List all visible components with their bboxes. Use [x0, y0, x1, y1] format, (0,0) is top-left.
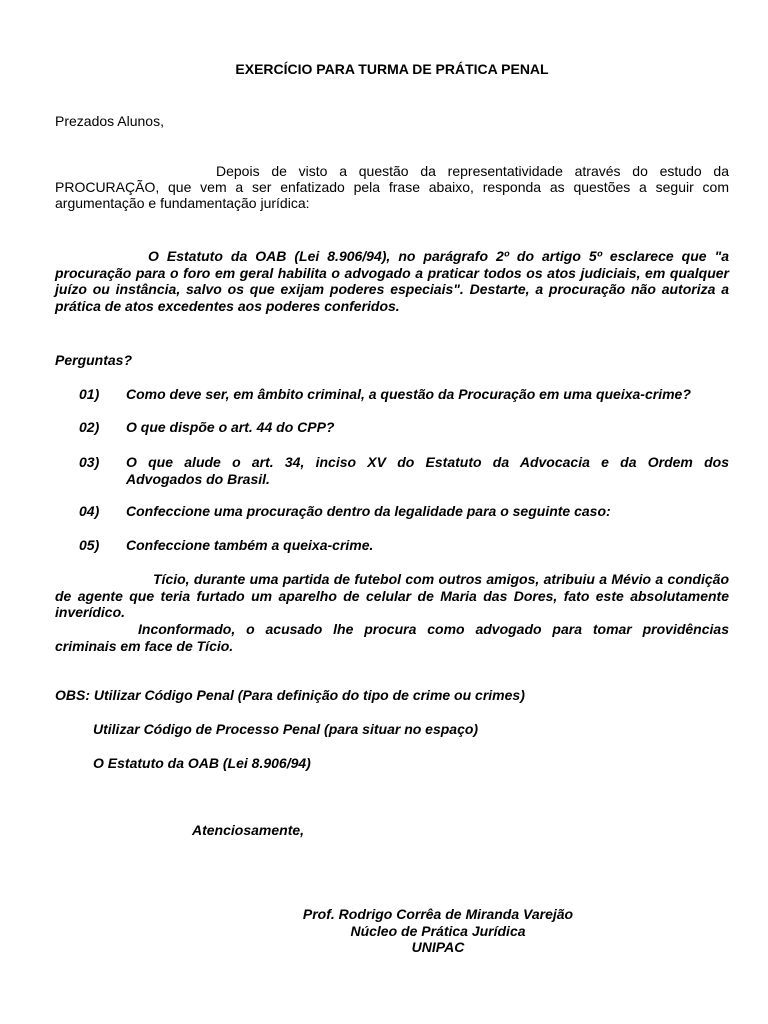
question-number: 05) — [79, 537, 100, 553]
question-text: Confeccione uma procuração dentro da legalidade para o seguinte caso: — [126, 503, 611, 519]
question-item — [79, 386, 729, 403]
signature-block — [101, 906, 768, 956]
obs-line-1: OBS: Utilizar Código Penal (Para definição do tipo de crime ou crimes) — [55, 687, 525, 703]
question-text: Como deve ser, em âmbito criminal, a questão da Procuração em uma queixa-crime? — [126, 386, 691, 402]
greeting: Prezados Alunos, — [55, 113, 164, 129]
signature-name: Prof. Rodrigo Corrêa de Miranda Varejão — [302, 906, 574, 922]
question-item — [79, 503, 729, 520]
signature-organization: UNIPAC — [411, 939, 465, 955]
document-title: EXERCÍCIO PARA TURMA DE PRÁTICA PENAL — [235, 61, 549, 77]
questions-heading: Perguntas? — [55, 352, 133, 368]
case-paragraph-1: Tício, durante uma partida de futebol com outros amigos, atribuiu a Mévio a condição de agente que teria furtado um aparelho de celular de Maria das Dores, fato este absolutamente inverídico. — [55, 571, 729, 620]
question-text: O que dispõe o art. 44 do CPP? — [126, 419, 335, 435]
obs-line-3: O Estatuto da OAB (Lei 8.906/94) — [93, 755, 311, 771]
signature-department: Núcleo de Prática Jurídica — [350, 922, 526, 939]
question-item — [79, 419, 729, 436]
question-item — [79, 454, 729, 487]
question-number: 02) — [79, 419, 100, 435]
question-text: O que alude o art. 34, inciso XV do Estatuto da Advocacia e da Ordem dos — [126, 454, 729, 470]
question-number: 04) — [79, 503, 100, 519]
question-number: 03) — [79, 454, 100, 470]
obs-line-2: Utilizar Código de Processo Penal (para situar no espaço) — [93, 721, 479, 737]
question-text: Confeccione também a queixa-crime. — [126, 537, 374, 553]
question-item — [79, 537, 729, 554]
question-number: 01) — [79, 386, 100, 402]
closing: Atenciosamente, — [192, 822, 305, 838]
case-paragraph-2: Inconformado, o acusado lhe procura como advogado para tomar providências criminais em face de Tício. — [55, 621, 729, 654]
intro-paragraph: Depois de visto a questão da representatividade através do estudo da PROCURAÇÃO, que vem a ser enfatizado pela frase abaixo, responda as questões a seguir com argumentação e fundamentação jurídica: — [55, 163, 729, 211]
question-text-continued: Advogados do Brasil. — [126, 470, 270, 487]
quote-paragraph: O Estatuto da OAB (Lei 8.906/94), no parágrafo 2º do artigo 5º esclarece que "a procuração para o foro em geral habilita o advogado a praticar todos os atos judiciais, em qualquer juízo ou instância, salvo os que exijam poderes especiais". Destarte, a procuração não autoriza a prática de atos excedentes aos poderes conferidos. — [55, 248, 729, 314]
